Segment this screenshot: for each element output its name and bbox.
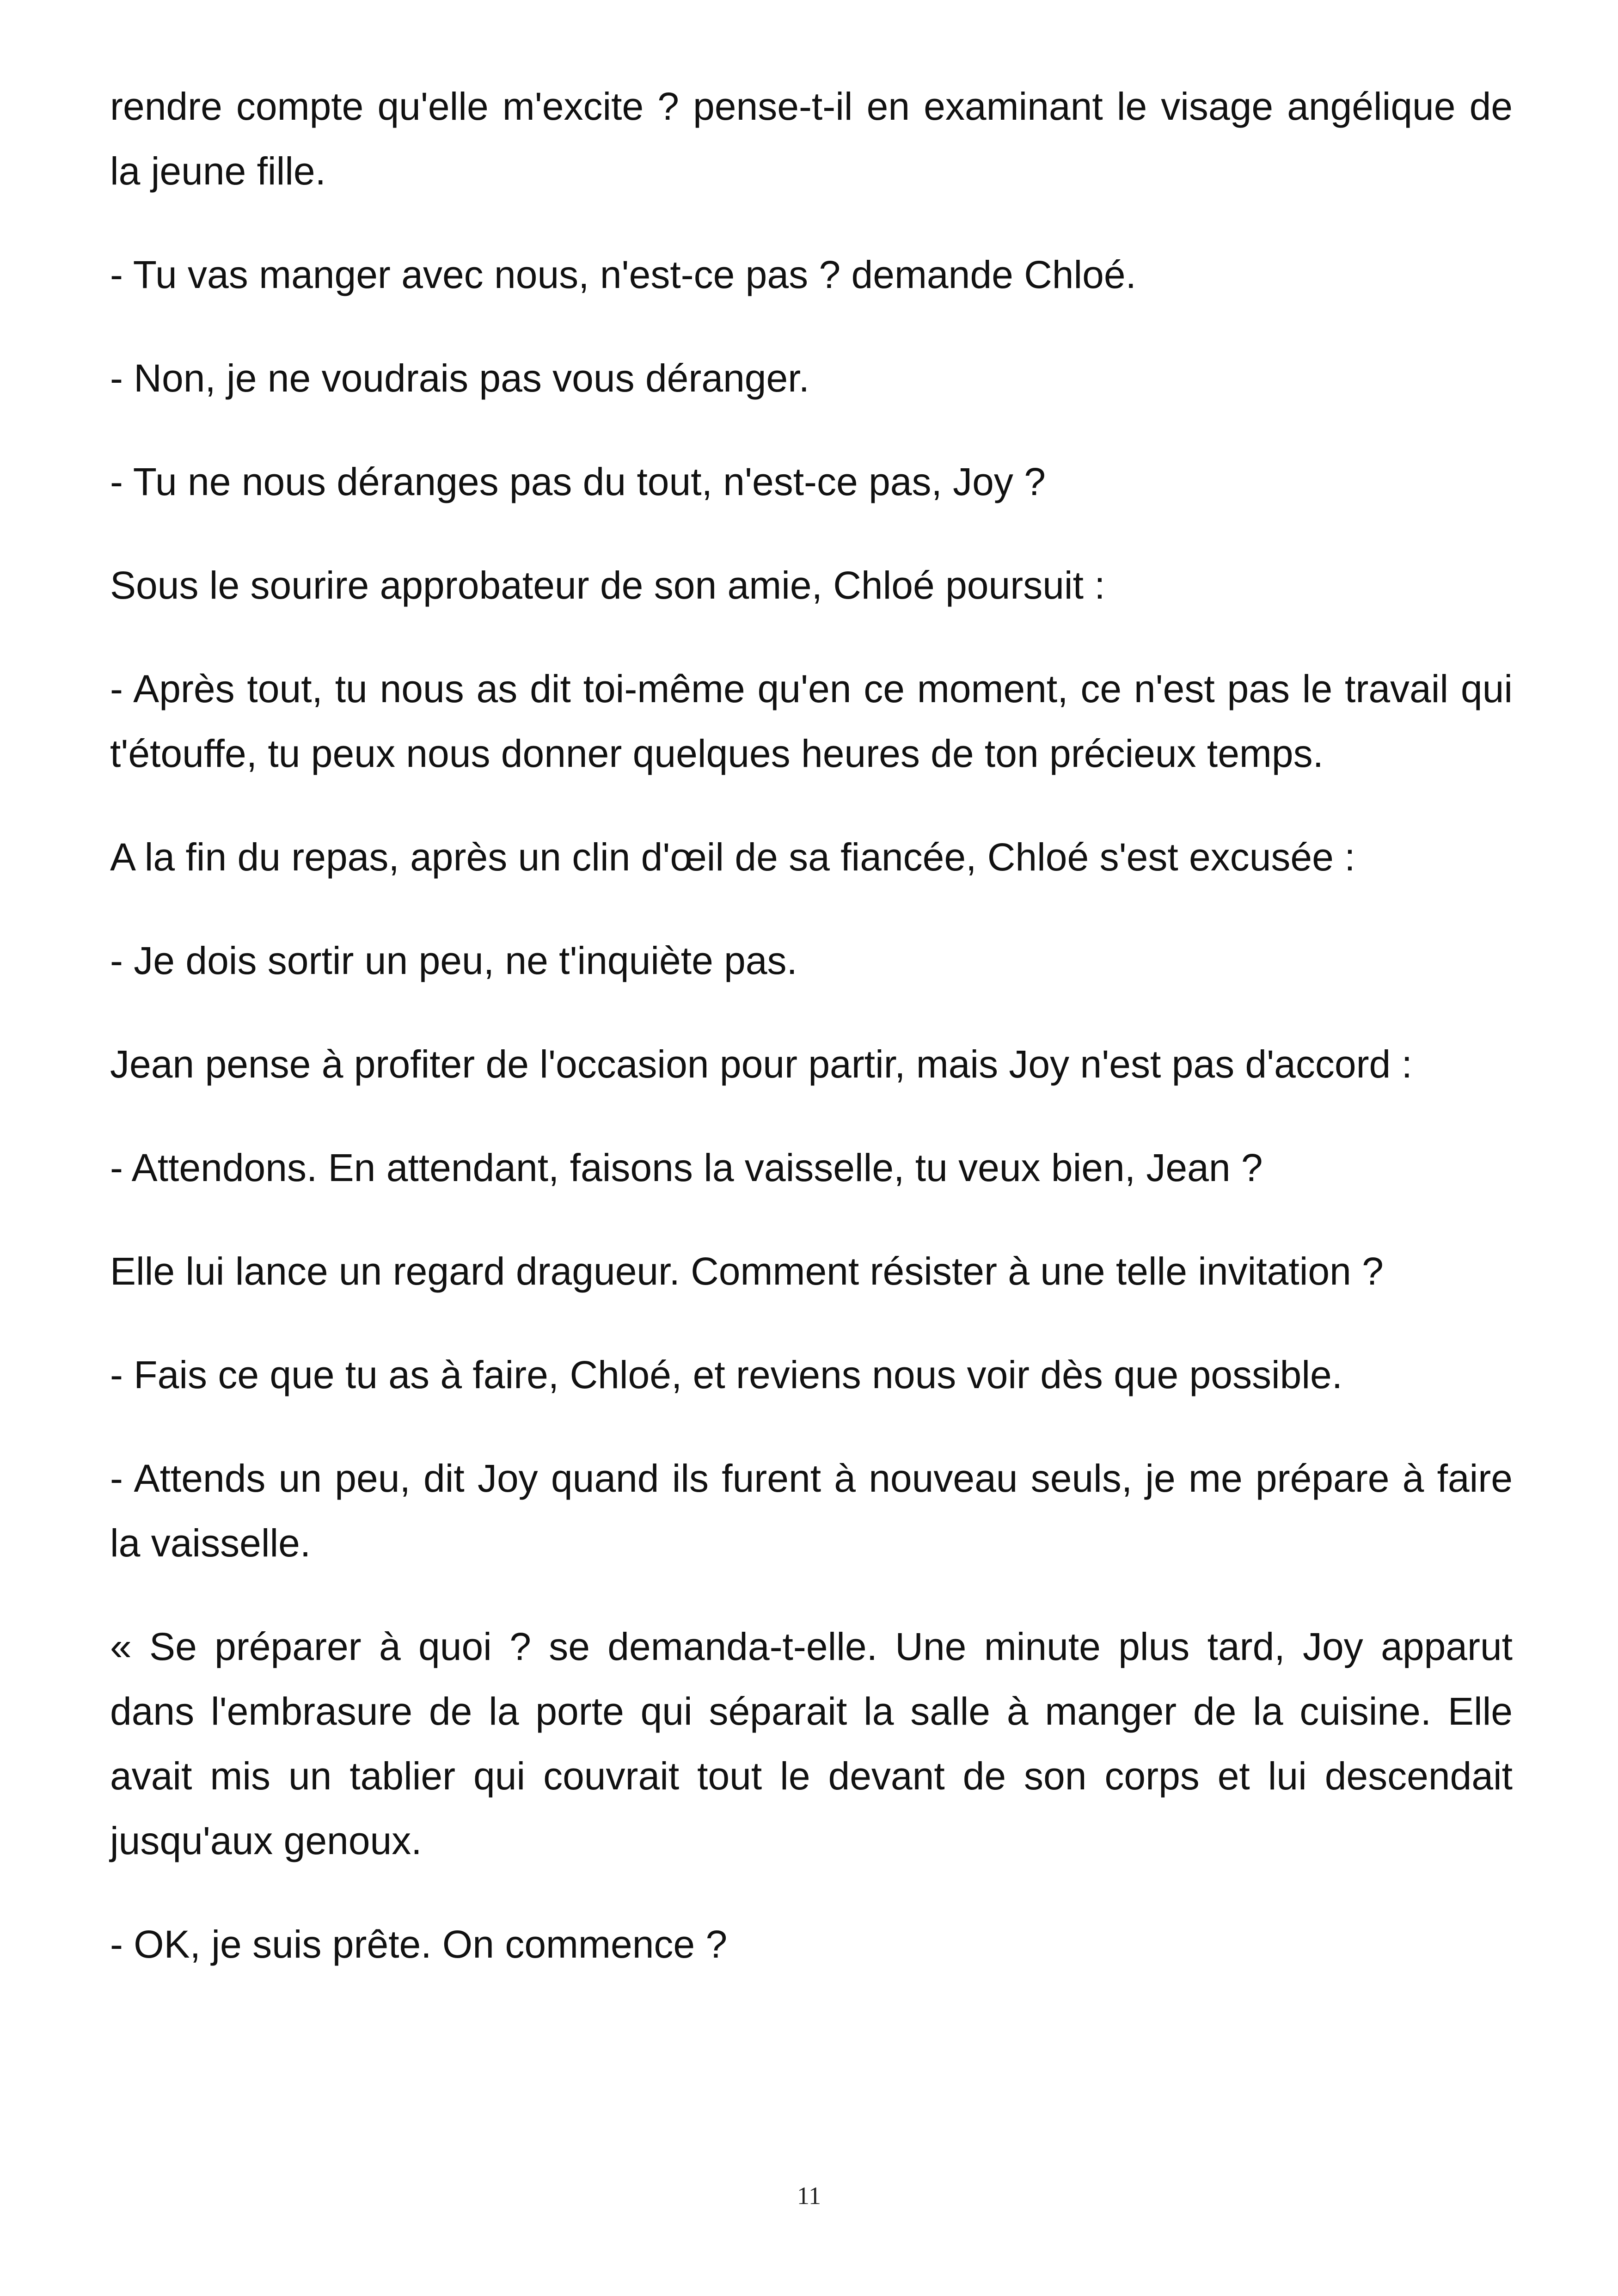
paragraph-8: - Je dois sortir un peu, ne t'inquiète pas. (110, 939, 797, 982)
paragraph-13: - Attends un peu, dit Joy quand ils furent à nouveau seuls, je me prépare à faire la vaisselle. (110, 1457, 1513, 1565)
page-number: 11 (797, 2182, 821, 2210)
paragraph-15: - OK, je suis prête. On commence ? (110, 1923, 728, 1966)
paragraph-1: rendre compte qu'elle m'excite ? pense-t-il en examinant le visage angélique de la jeune fille. (110, 85, 1513, 193)
paragraph-4: - Tu ne nous déranges pas du tout, n'est-ce pas, Joy ? (110, 460, 1046, 503)
page-body (110, 74, 1513, 2015)
paragraph-2: - Tu vas manger avec nous, n'est-ce pas ? demande Chloé. (110, 253, 1136, 296)
paragraph-3: - Non, je ne voudrais pas vous déranger. (110, 356, 809, 400)
paragraph-5: Sous le sourire approbateur de son amie, Chloé poursuit : (110, 563, 1105, 607)
paragraph-11: Elle lui lance un regard dragueur. Comment résister à une telle invitation ? (110, 1249, 1384, 1293)
paragraph-10: - Attendons. En attendant, faisons la vaisselle, tu veux bien, Jean ? (110, 1146, 1263, 1189)
paragraph-12: - Fais ce que tu as à faire, Chloé, et reviens nous voir dès que possible. (110, 1353, 1343, 1396)
paragraph-9: Jean pense à profiter de l'occasion pour partir, mais Joy n'est pas d'accord : (110, 1042, 1412, 1086)
paragraph-7: A la fin du repas, après un clin d'œil de sa fiancée, Chloé s'est excusée : (110, 835, 1355, 879)
paragraph-14: « Se préparer à quoi ? se demanda-t-elle. Une minute plus tard, Joy apparut dans l'embrasure de la porte qui séparait la salle à manger de la cuisine. Elle avait mis un tablier qui couvrait tout le devant de son corps et lui descendait jusqu'aux genoux. (110, 1625, 1513, 1862)
paragraph-6: - Après tout, tu nous as dit toi-même qu'en ce moment, ce n'est pas le travail qui t'étouffe, tu peux nous donner quelques heures de ton précieux temps. (110, 667, 1513, 775)
